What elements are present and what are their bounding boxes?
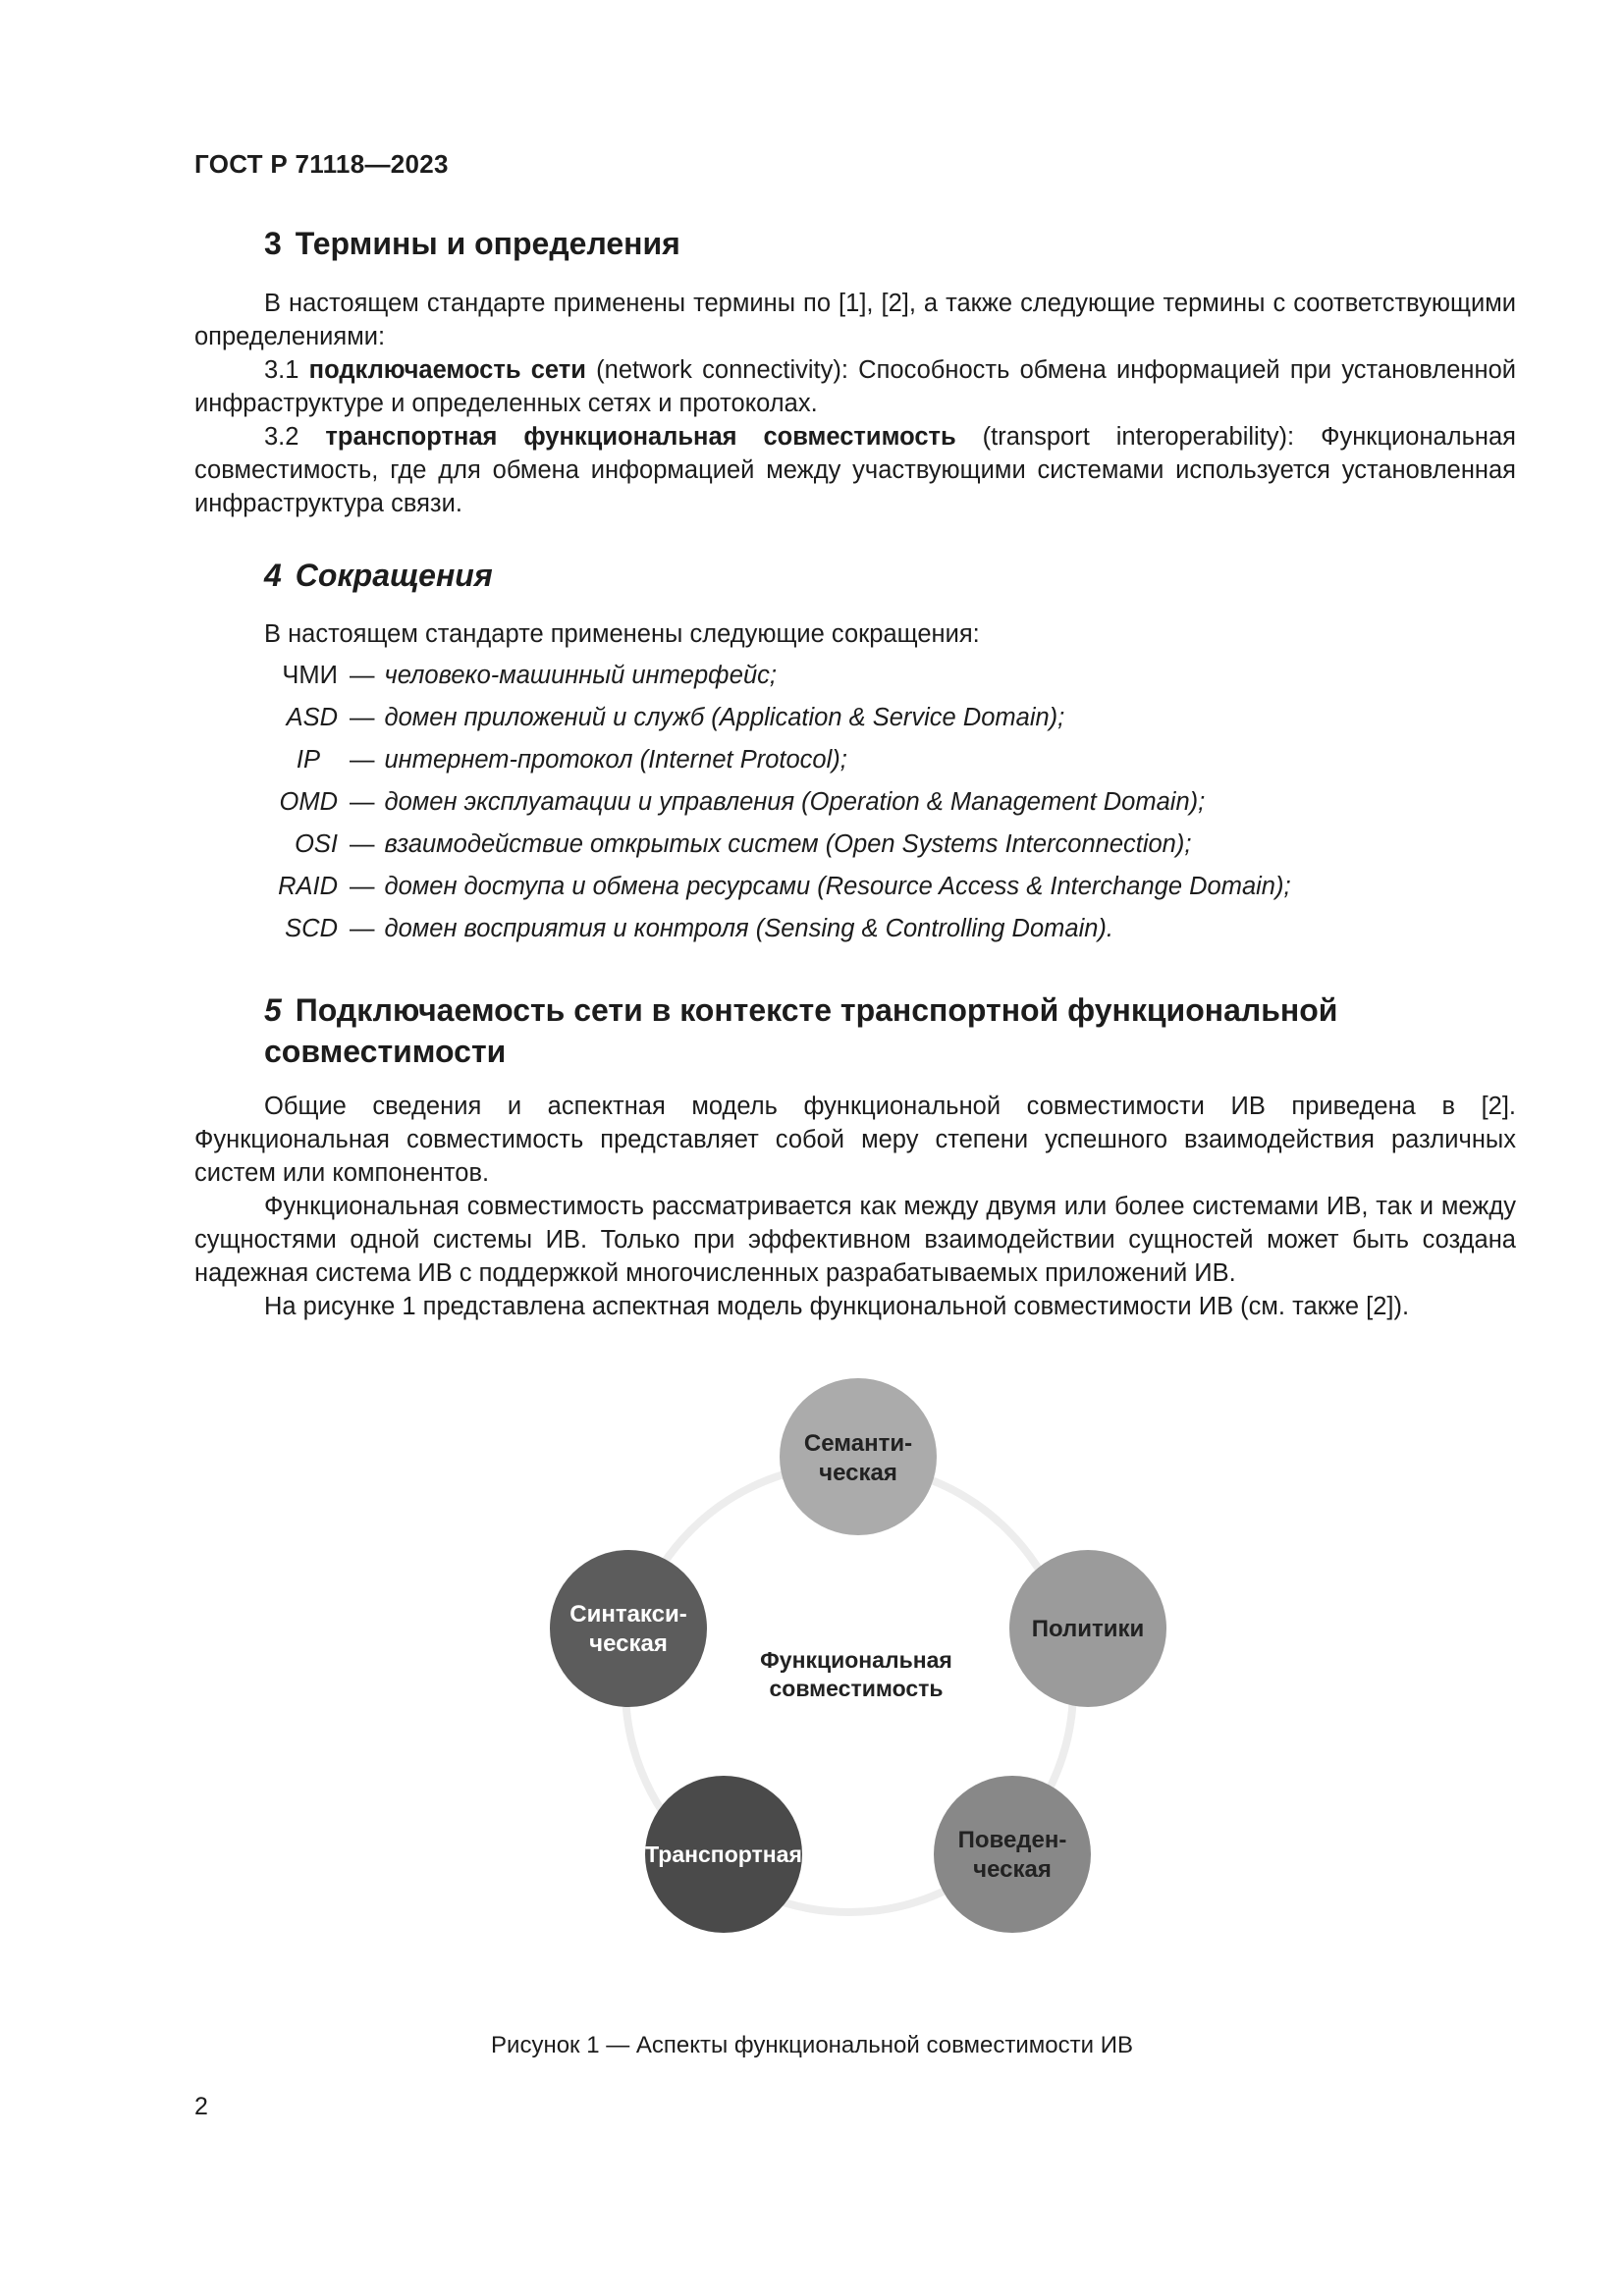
list-item: [194, 908, 1113, 950]
abbreviation-list: [194, 655, 1471, 959]
abbreviation-code: ASD: [286, 704, 338, 731]
term-3-1-name: подключаемость сети: [308, 356, 586, 384]
term-3-1-number: 3.1: [264, 356, 299, 384]
abbreviation-description: взаимодействие открытых систем (Open Systems Interconnection);: [384, 830, 1192, 858]
abbreviation-code: SCD: [285, 915, 338, 942]
abbreviation-code: OMD: [279, 788, 338, 816]
list-item: [194, 781, 1205, 824]
node-syntactic: [550, 1550, 707, 1707]
abbreviation-code: ЧМИ: [282, 662, 338, 689]
node-syntactic-label-2: ческая: [589, 1630, 668, 1657]
node-behavioral-label-2: ческая: [973, 1856, 1052, 1883]
term-3-1-definition: (network connectivity): Способность обмена информацией при установленной инфраструктуре и определенных сетях и протоколах.: [194, 356, 1516, 417]
abbreviation-description: домен доступа и обмена ресурсами (Resource Access & Interchange Domain);: [384, 873, 1291, 900]
list-item: [194, 697, 1064, 739]
node-behavioral: [934, 1776, 1091, 1933]
abbreviation-code: OSI: [295, 830, 338, 858]
section-3-heading: [264, 226, 680, 262]
abbreviation-code: IP: [296, 746, 320, 774]
node-transport: [645, 1776, 802, 1933]
abbreviation-description: домен приложений и служб (Application & Service Domain);: [384, 704, 1065, 731]
node-semantic-label-2: ческая: [819, 1460, 897, 1486]
section-3-number: 3: [264, 226, 282, 261]
node-syntactic-label-1: Синтакси-: [569, 1601, 687, 1628]
section-4-title: Сокращения: [295, 558, 493, 593]
node-policies: [1009, 1550, 1166, 1707]
section-5-title-line1: Подключаемость сети в контексте транспортной функциональной: [295, 992, 1338, 1028]
list-item: [194, 824, 1191, 866]
section-5-number: 5: [264, 992, 282, 1028]
section-4-heading: [264, 558, 493, 594]
abbreviation-description: интернет-протокол (Internet Protocol);: [384, 746, 847, 774]
node-semantic-label-1: Семанти-: [803, 1430, 913, 1457]
node-behavioral-label-1: Поведен-: [957, 1827, 1067, 1853]
node-behavioral-circle: [934, 1776, 1091, 1933]
section-4-intro: В настоящем стандарте применены следующие сокращения:: [264, 620, 980, 648]
section-3-intro: В настоящем стандарте применены термины по [1], [2], а также следующие термины с соответствующими определениями:: [194, 290, 1516, 350]
section-5-paragraph-3: На рисунке 1 представлена аспектная модель функциональной совместимости ИВ (см. также [2]).: [264, 1293, 1410, 1320]
list-item: [194, 866, 1291, 908]
term-3-2-definition: (transport interoperability): Функциональная совместимость, где для обмена информацией между участвующими системами используется установленная инфраструктура связи.: [194, 423, 1516, 517]
abbreviation-description: домен эксплуатации и управления (Operation & Management Domain);: [384, 788, 1206, 816]
node-semantic: [780, 1378, 937, 1535]
section-5-body: [194, 1090, 1516, 1323]
list-item: [194, 739, 847, 781]
abbreviation-dash: —: [350, 915, 375, 942]
term-3-1: [194, 353, 1516, 420]
node-policies-label: Политики: [1031, 1616, 1145, 1642]
section-3-body: [194, 287, 1516, 520]
term-3-2-number: 3.2: [264, 423, 299, 451]
section-5-title-line2: совместимости: [264, 1034, 507, 1069]
center-label-line1: Функциональная: [760, 1647, 952, 1673]
center-label-line2: совместимость: [769, 1676, 944, 1701]
list-item: [194, 655, 777, 697]
abbreviation-dash: —: [350, 873, 375, 900]
abbreviation-code: RAID: [278, 873, 338, 900]
section-3-title: Термины и определения: [295, 226, 680, 261]
node-syntactic-circle: [550, 1550, 707, 1707]
section-5-heading-line1: [264, 989, 1337, 1031]
term-3-2: [194, 420, 1516, 520]
section-4-number: 4: [264, 558, 282, 593]
document-code-header: ГОСТ Р 71118—2023: [194, 149, 449, 179]
page-number: 2: [194, 2093, 208, 2120]
abbreviation-dash: —: [350, 662, 375, 689]
abbreviation-dash: —: [350, 746, 375, 774]
term-3-2-name: транспортная функциональная совместимость: [325, 423, 956, 451]
section-5-paragraph-2: Функциональная совместимость рассматривается как между двумя или более системами ИВ, так и между сущностями одной системы ИВ. Только при эффективном взаимодействии сущностей может быть создана надежная система ИВ с поддержкой многочисленных разрабатываемых приложений ИВ.: [194, 1193, 1516, 1287]
figure-caption: Рисунок 1 — Аспекты функциональной совместимости ИВ: [491, 2032, 1133, 2058]
abbreviation-description: домен восприятия и контроля (Sensing & Controlling Domain).: [384, 915, 1114, 942]
abbreviation-dash: —: [350, 788, 375, 816]
abbreviation-dash: —: [350, 830, 375, 858]
section-5-heading: [264, 989, 1337, 1072]
node-semantic-circle: [780, 1378, 937, 1535]
section-5-paragraph-1: Общие сведения и аспектная модель функциональной совместимости ИВ приведена в [2]. Функциональная совместимость представляет собой меру степени успешного взаимодействия различных систем или компонентов.: [194, 1093, 1516, 1187]
node-transport-label: Транспортная: [645, 1842, 802, 1867]
abbreviation-dash: —: [350, 704, 375, 731]
interoperability-aspects-diagram: [0, 1345, 1624, 1973]
abbreviation-description: человеко-машинный интерфейс;: [384, 662, 777, 689]
